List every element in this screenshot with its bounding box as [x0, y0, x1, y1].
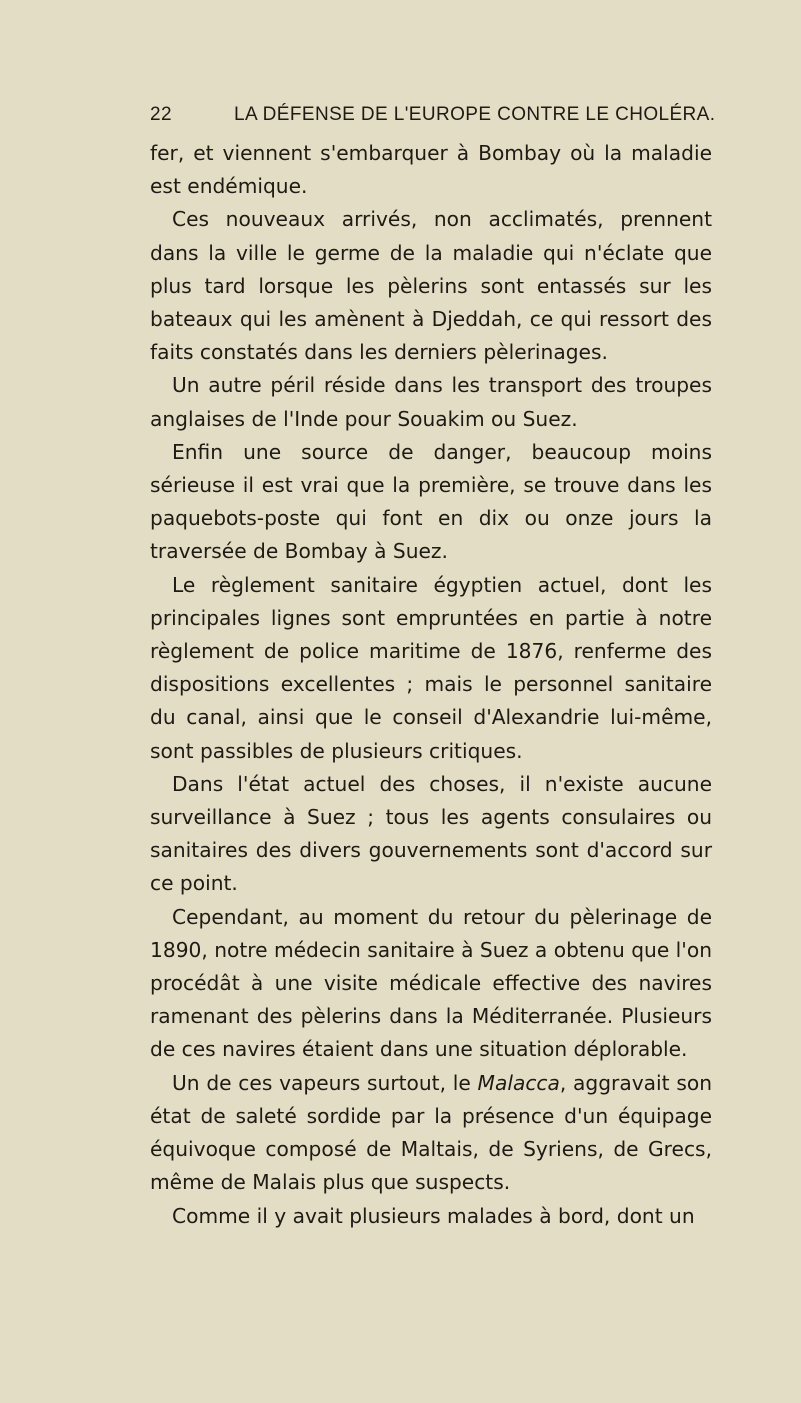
- paragraph: Un autre péril réside dans les transport des troupes anglaises de l'Inde pour Souakim ou Suez.: [150, 373, 712, 431]
- paragraph: Le règlement sanitaire égyptien actuel, dont les principales lignes sont empruntées en partie à notre règlement de police maritime de 1876, renferme des dispositions excellentes ; mais le personnel sanitaire du canal, ainsi que le conseil d'Alexandrie lui-même, sont passibles de plusieurs critiques.: [150, 572, 712, 763]
- paragraph: Enfin une source de danger, beaucoup moins sérieuse il est vrai que la première, se trouve dans les paquebots-poste qui font en dix ou onze jours la traversée de Bombay à Suez.: [150, 439, 712, 564]
- body-text: [150, 137, 712, 1233]
- paragraph: fer, et viennent s'embarquer à Bombay où la maladie est endémique.: [150, 141, 712, 199]
- paragraph: Dans l'état actuel des choses, il n'existe aucune surveillance à Suez ; tous les agents consulaires ou sanitaires des divers gouvernements sont d'accord sur ce point.: [150, 771, 712, 896]
- page-number: 22: [150, 104, 172, 125]
- paragraph: [150, 1067, 712, 1200]
- paragraph-text: Un de ces vapeurs surtout, le: [172, 1070, 478, 1095]
- paragraph-text: , aggravait son état de saleté sordide par la présence d'un équipage équivoque composé de Maltais, de Syriens, de Grecs, même de Malais plus que suspects.: [150, 1070, 712, 1195]
- paragraph: Ces nouveaux arrivés, non acclimatés, prennent dans la ville le germe de la maladie qui n'éclate que plus tard lorsque les pèlerins sont entassés sur les bateaux qui les amènent à Djeddah, ce qui ressort des faits constatés dans les derniers pèlerinages.: [150, 207, 712, 365]
- paragraph: Comme il y avait plusieurs malades à bord, dont un: [172, 1203, 695, 1228]
- running-head: [150, 104, 716, 134]
- running-title: LA DÉFENSE DE L'EUROPE CONTRE LE CHOLÉRA.: [234, 104, 716, 125]
- paragraph: Cependant, au moment du retour du pèlerinage de 1890, notre médecin sanitaire à Suez a obtenu que l'on procédât à une visite médicale effective des navires ramenant des pèlerins dans la Méditerranée. Plusieurs de ces navires étaient dans une situation déplorable.: [150, 904, 712, 1062]
- ship-name: Malacca: [477, 1070, 560, 1095]
